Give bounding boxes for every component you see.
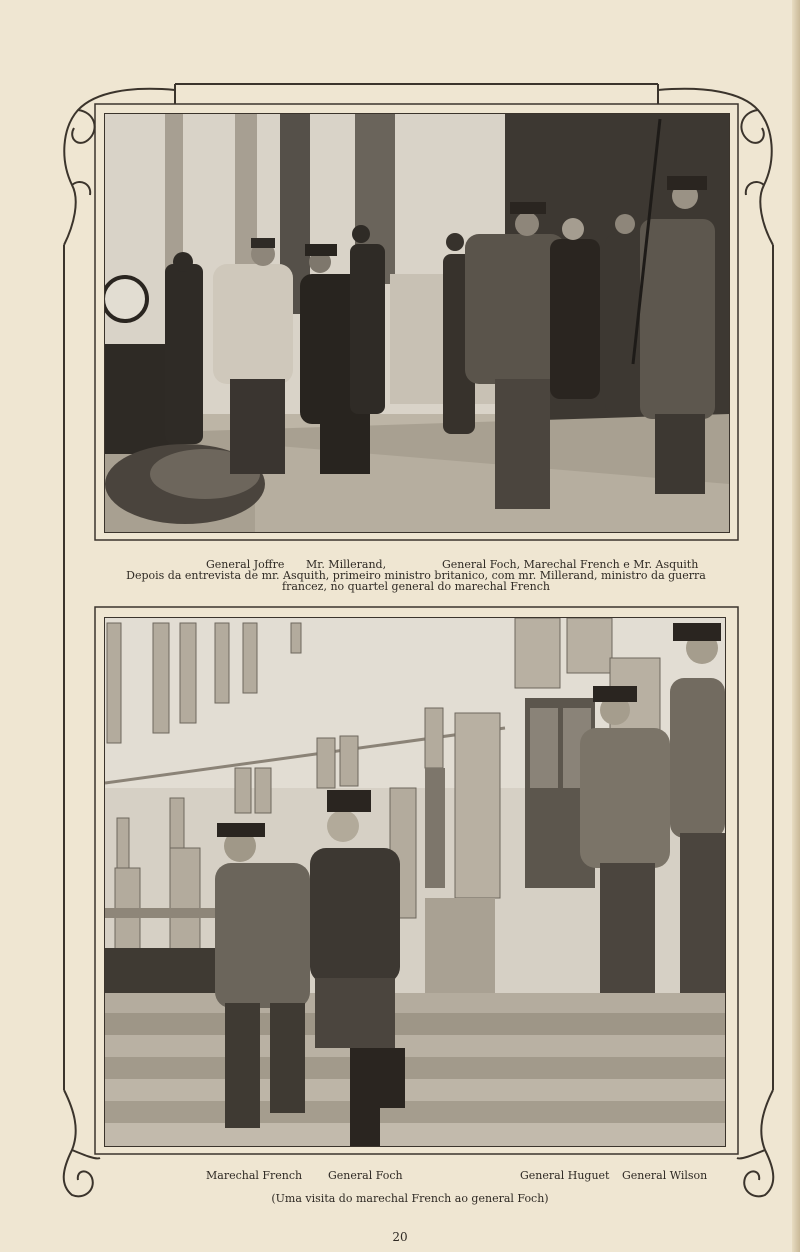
caption-name-huguet: General Huguet	[520, 1169, 610, 1182]
caption-name-group: General Foch, Marechal French e Mr. Asquith	[442, 558, 699, 571]
caption-top-line-1: Depois da entrevista de mr. Asquith, primeiro ministro britanico, com mr. Millerand, ministro da guerra	[126, 569, 706, 582]
caption-bottom: (Uma visita do marechal French ao general Foch)	[271, 1192, 549, 1205]
photo-bottom	[104, 617, 726, 1147]
caption-name-millerand: Mr. Millerand,	[306, 558, 387, 571]
caption-top-line-2: francez, no quartel general do marechal French	[282, 580, 550, 593]
caption-name-foch: General Foch	[328, 1169, 403, 1182]
page-number: 20	[392, 1230, 408, 1244]
photo-top	[104, 113, 730, 533]
caption-name-french: Marechal French	[206, 1169, 303, 1182]
caption-name-joffre: General Joffre	[206, 558, 285, 571]
caption-name-wilson: General Wilson	[622, 1169, 708, 1182]
